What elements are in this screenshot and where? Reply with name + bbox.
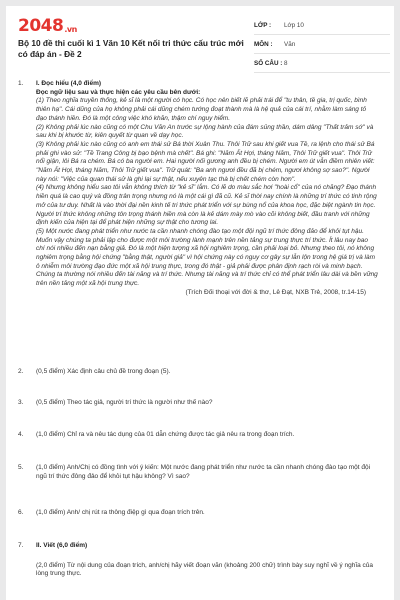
- question-text: (1,0 điểm) Anh/ chị rút ra thông điệp gì qua đoạn trích trên.: [36, 509, 205, 516]
- question-5: [18, 464, 378, 481]
- question-1: [18, 80, 378, 298]
- logo-text: 2048: [18, 16, 64, 36]
- question-text: (2,0 điểm) Từ nội dung của đoạn trích, anh/chị hãy viết đoạn văn (khoảng 200 chữ) trình bày suy nghĩ về ý nghĩa của lòng trung thực.: [36, 561, 374, 578]
- meta-label: SỐ CÂU :: [254, 59, 283, 67]
- site-logo[interactable]: [18, 16, 77, 36]
- passage-paragraph: (5) Một nước đang phát triển như nước ta cần nhanh chóng đào tạo một đội ngũ trí thức đông đảo để khỏi tụt hậu. Muốn vậy chúng ta phải lập cho được một môi trường lành mạnh trên nền tảng sự trung thực trí thức. Ít lâu nay bao chí nói nhiều đến nạn bằng giả. Đó là một hiện tượng xã hội nghiêm trọng, cần phải loại bỏ. Nhưng theo tôi, nó không nghiêm trọng bằng hội chứng "bằng thật, người giả" vì hội chứng này có nguy cơ gây sự lẫn lộn trong hệ giá trị và làm ô nhiễm môi trường đạo đức một xã hội trung thực, trong đó thật - giả phải được phân định rạch ròi và minh bạch. Chúng ta thường nói nhiều đến tài năng và trí thức. Nhưng tài năng và trí thức chỉ có thể phát triển lâu dài và bền vững trên nền tảng một xã hội trung thực.: [36, 227, 378, 288]
- meta-row-count: [254, 54, 390, 73]
- meta-value: Văn: [284, 40, 296, 48]
- document-title: Bộ 10 đề thi cuối kì 1 Văn 10 Kết nối tri thức cấu trúc mới có đáp án - Đề 2: [18, 38, 244, 60]
- meta-value: 8: [284, 59, 288, 67]
- question-number: 1.: [18, 80, 24, 87]
- passage-paragraph: (3) Không phải lúc nào cũng có anh em thái sử Bá thời Xuân Thu. Thôi Trữ sau khi giết vua Tề, ra lệnh cho thái sử Bá phải ghi vào sử: "Tề Trang Công bị bạo bệnh mà chết". Bá ghi: "Năm Ất Hợi, tháng Năm, Thôi Trữ giết vua". Thôi Trữ nổi giận, lôi Bá ra chém. Bá có ba người em. Hai người nối gương anh đều bị chém. Người em út vẫn điềm nhiên viết: "Năm Ất Hợi, tháng Năm, Thôi Trữ giết vua". Trữ quát: "Ba anh ngươi đều đã bị chém, ngươi không sợ sao?". Người này nói: "Việc của quan thái sử là ghi lại sự thật, nếu xuyên tạc thà bị chết chém còn hơn".: [36, 140, 375, 183]
- passage-paragraph: (1) Theo nghĩa truyền thống, kẻ sĩ là một người có học. Có học nên biết lẽ phải trái để "tu thân, tề gia, trị quốc, bình thiên hạ". Cái dũng của họ không phải cái dũng chém tướng đoạt thành mà là hệ quả của cái trí, nhằm làm sáng tỏ đạo thánh hiền. Đó là một công việc khó khăn, thậm chí nguy hiểm.: [36, 97, 367, 122]
- question-instruction: Đọc ngữ liệu sau và thực hiện các yêu cầu bên dưới:: [36, 88, 201, 96]
- question-number: 3.: [18, 399, 24, 406]
- passage-paragraph: (4) Nhưng không hiểu sao tôi vẫn không thích từ "kẻ sĩ" lắm. Có lẽ do màu sắc hơi "hoài cổ" của nó chăng? Đạo thánh hiền quá là cao quý và đồng trân trọng nhưng nó là một cái gì đã cũ. Kẻ sĩ thời nay chính là những trí thức có tinh rộng mở của tư duy. Nhất là vào thời đại nền kinh tế tri thức phát triển với sự bùng nổ của khoa học, đặc biệt ngành tin học. Người trí thức không những tôn trọng thánh hiền mà còn là kẻ dám mày mò vào cõi không biết, đầu tranh với những định kiến của hiện tại để phát hiện những sự thật cho tương lai.: [36, 184, 377, 227]
- section-heading: I. Đọc hiểu (4,0 điểm): [36, 80, 102, 87]
- logo-suffix: .vn: [64, 25, 77, 34]
- passage-citation: (Trích Đối thoại với đời & thơ, Lê Đạt, NXB Trẻ, 2008, tr.14-15): [185, 288, 366, 296]
- question-4: [18, 431, 378, 440]
- question-7: [18, 542, 378, 579]
- question-6: [18, 509, 378, 518]
- document-page: [6, 6, 394, 600]
- meta-row-class: [254, 16, 390, 35]
- reading-passage: [36, 97, 378, 288]
- question-text: (1,0 điểm) Chỉ ra và nêu tác dụng của 01 dẫn chứng được tác giả nêu ra trong đoạn trích.: [36, 431, 295, 438]
- question-2: [18, 368, 378, 377]
- passage-paragraph: (2) Không phải lúc nào cũng có một Chu Văn An trước sự lộng hành của đám sủng thần, dám dâng "Thất trảm sớ" và sau khi bị khước từ, kiên quyết từ quan về dạy học.: [36, 123, 374, 140]
- meta-label: MÔN :: [254, 40, 273, 48]
- section-heading: II. Viết (6,0 điểm): [36, 542, 88, 549]
- meta-table: [254, 16, 390, 73]
- question-text: (0,5 điểm) Theo tác giả, người trí thức là người như thế nào?: [36, 399, 213, 406]
- question-text: (1,0 điểm) Anh/Chị có đồng tình với ý kiến: Một nước đang phát triển như nước ta cần nhanh chóng đào tạo một đội ngũ trí thức đông đảo để khỏi tụt hậu không? Vì sao?: [36, 464, 371, 480]
- question-number: 6.: [18, 509, 24, 516]
- question-number: 4.: [18, 431, 24, 438]
- question-number: 7.: [18, 542, 24, 549]
- question-number: 2.: [18, 368, 24, 375]
- meta-label: LỚP :: [254, 21, 272, 29]
- meta-row-subject: [254, 35, 390, 54]
- question-text: (0,5 điểm) Xác định câu chủ đề trong đoạn (5).: [36, 368, 171, 375]
- question-3: [18, 399, 378, 408]
- question-number: 5.: [18, 464, 24, 471]
- meta-value: Lớp 10: [284, 21, 304, 29]
